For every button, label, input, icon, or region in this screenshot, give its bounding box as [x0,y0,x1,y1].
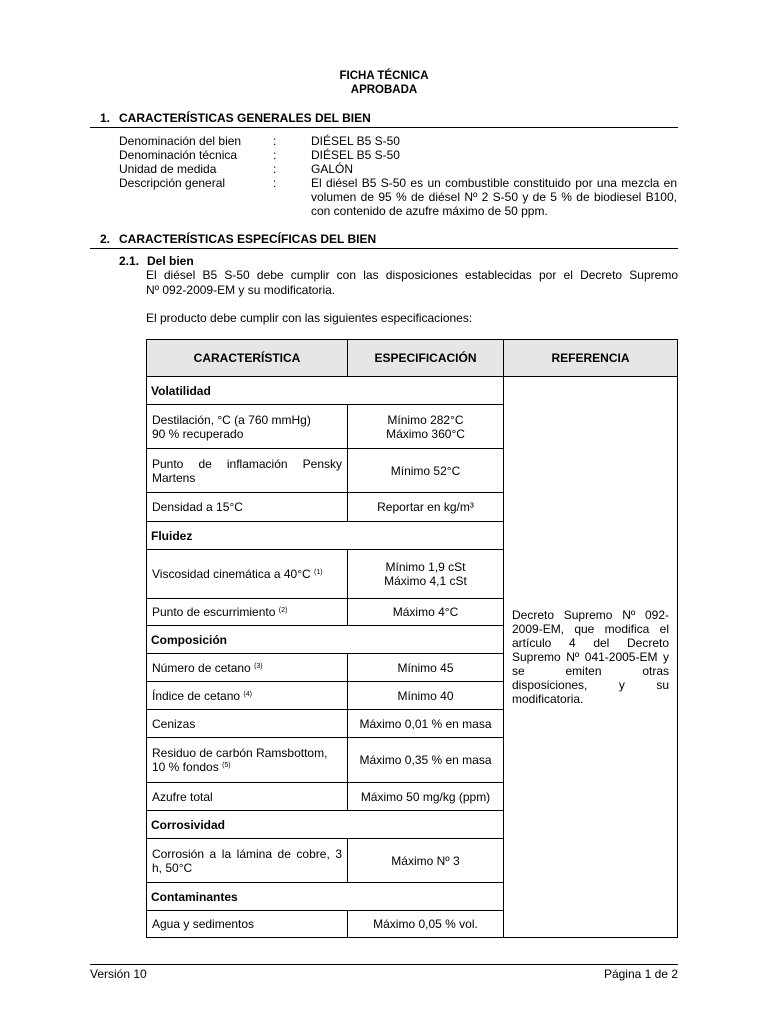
general-label: Denominación del bien [119,134,242,148]
cell-densidad-spec: Reportar en kg/m³ [348,493,504,522]
category-contaminantes: Contaminantes [147,883,504,911]
cell-viscosidad-spec [348,550,504,599]
cell-agua-spec: Máximo 0,05 % vol. [348,911,504,938]
cell-text: Máximo 360°C [386,426,465,441]
cell-azufre: Azufre total [147,783,348,811]
subsection-heading [119,254,194,268]
specification-table [146,339,678,938]
cell-text: Índice de cetano [152,688,241,703]
cell-text: Mínimo 1,9 cSt [385,560,466,574]
general-colon: : [273,134,277,148]
section-1-title: CARACTERÍSTICAS GENERALES DEL BIEN [119,111,371,125]
cell-residuo [147,738,348,783]
section-2-number: 2. [100,232,111,246]
cell-text: 10 % fondos [152,760,219,774]
category-fluidez: Fluidez [147,522,504,550]
cell-text: Destilación, °C (a 760 mmHg) [152,412,311,427]
cell-escurrimiento [147,599,348,626]
footnote-ref: (1) [314,569,323,576]
paragraph-decreto-line1: El diésel B5 S-50 debe cumplir con las disposiciones establecidas por el Decreto Supremo [146,268,678,282]
general-value: DIÉSEL B5 S-50 [311,134,400,148]
cell-text: Mínimo 282°C [387,412,464,427]
cell-escurrimiento-spec: Máximo 4°C [348,599,504,626]
cell-residuo-spec: Máximo 0,35 % en masa [348,738,504,783]
footnote-ref: (2) [278,607,288,614]
paragraph-decreto-line2: Nº 092-2009-EM y su modificatoria. [146,283,336,297]
cell-text: Número de cetano [152,660,251,675]
cell-cetano-indice [147,682,348,710]
cell-text: 90 % recuperado [152,426,244,441]
header-referencia: REFERENCIA [504,340,678,377]
general-label: Unidad de medida [119,162,217,176]
cell-viscosidad [147,550,348,599]
cell-agua: Agua y sedimentos [147,911,348,938]
cell-text: Máximo 4,1 cSt [384,574,467,588]
footer-page-number: Página 1 de 2 [603,967,678,981]
document-title: FICHA TÉCNICA [339,70,429,82]
category-volatilidad: Volatilidad [147,377,504,405]
section-1-number: 1. [100,111,111,125]
cell-text: Viscosidad cinemática a 40°C [152,567,311,581]
category-row [147,377,678,405]
general-label: Descripción general [119,176,226,190]
section-2-rule [90,248,678,249]
category-corrosividad: Corrosividad [147,811,504,839]
footnote-ref: (4) [243,690,252,698]
category-composicion: Composición [147,626,504,654]
section-2-heading [100,232,678,246]
footnote-ref: (5) [222,762,231,769]
cell-cenizas-spec: Máximo 0,01 % en masa [348,710,504,738]
section-1-heading [100,111,678,125]
general-value: DIÉSEL B5 S-50 [311,148,400,162]
section-1-rule [90,127,678,128]
section-2-title: CARACTERÍSTICAS ESPECÍFICAS DEL BIEN [119,232,377,246]
cell-inflamacion: Punto de inflamación Pensky Martens [147,449,348,493]
subsection-number: 2.1. [119,254,140,268]
document-subtitle: APROBADA [350,84,418,96]
cell-cetano-numero [147,654,348,682]
general-label: Denominación técnica [119,148,238,162]
reference-cell: Decreto Supremo Nº 092-2009-EM, que modifica el artículo 4 del Decreto Supremo Nº 041-2005-EM y se emiten otras disposiciones, y su modificatoria. [504,377,678,938]
header-especificacion: ESPECIFICACIÓN [348,340,504,377]
footer-version: Versión 10 [90,967,147,981]
general-colon: : [273,162,277,176]
cell-destilacion-spec [348,405,504,449]
general-value-description: El diésel B5 S-50 es un combustible constituido por una mezcla en volumen de 95 % de diésel Nº 2 S-50 y de 5 % de biodiesel B100, con contenido de azufre máximo de 50 ppm. [311,176,677,218]
cell-text: Residuo de carbón Ramsbottom, [152,746,328,760]
cell-cetano-indice-spec: Mínimo 40 [348,682,504,710]
header-caracteristica: CARACTERÍSTICA [147,340,348,377]
cell-destilacion [147,405,348,449]
cell-inflamacion-spec: Mínimo 52°C [348,449,504,493]
paragraph-especificaciones: El producto debe cumplir con las siguientes especificaciones: [146,311,473,325]
cell-cenizas: Cenizas [147,710,348,738]
general-colon: : [273,148,277,162]
cell-text: Punto de escurrimiento [152,605,276,619]
general-value: GALÓN [311,162,354,176]
cell-azufre-spec: Máximo 50 mg/kg (ppm) [348,783,504,811]
footer-rule [90,964,678,965]
cell-densidad: Densidad a 15°C [147,493,348,522]
cell-cetano-numero-spec: Mínimo 45 [348,654,504,682]
general-colon: : [273,176,277,190]
footnote-ref: (3) [254,662,263,670]
cell-corrosion: Corrosión a la lámina de cobre, 3 h, 50°C [147,839,348,883]
cell-corrosion-spec: Máximo Nº 3 [348,839,504,883]
table-header-row [147,340,678,377]
subsection-title: Del bien [147,254,194,268]
